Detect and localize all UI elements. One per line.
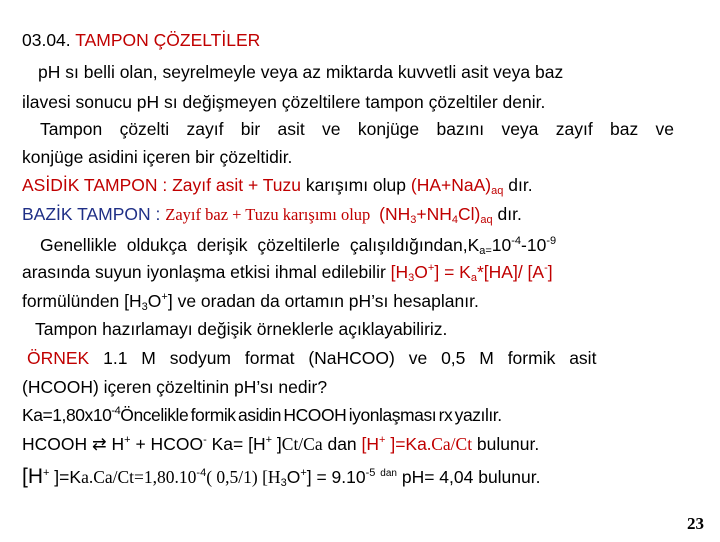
example-label: ÖRNEK (27, 348, 90, 368)
base-buffer-formula: $(NH_3+NH_4Cl)_{aq}$ (379, 204, 493, 226)
para3-line1: Genellikle oldukça derişik çözeltilerle $çalışıldığından,K_{a=}10^{-4}-10^{-9}$ (40, 235, 557, 257)
example-line2: (HCOOH) içeren çözeltinin pH’sı nedir? (22, 377, 328, 397)
acid-buffer-line (22, 173, 698, 197)
para1-line1: pH sı belli olan, seyrelmeyle veya az miktarda kuvvetli asit veya baz (38, 62, 564, 82)
para4-line1: Tampon hazırlamayı değişik örneklerle açıklayabiliriz. (35, 319, 448, 339)
base-buffer-end: dır. (497, 204, 522, 224)
example-line5: [H+ ]$=Ka.Ca/Ct=1,80.10^{-4}$( 0,5/1) $[H_3O^+] = 9.10^{-5}$ $^{dan}$ pH= 4,04 bulunur. (22, 465, 541, 489)
base-buffer-label: BAZİK TAMPON : (22, 204, 161, 224)
heading (22, 28, 698, 52)
ka-formula: $[H_3O^+] = K_a*[HA]/$ [A-] (390, 262, 553, 284)
example-line4: HCOOH ⇄ H+ + HCOO- Ka= [H+ ]Ct/Ca dan [H+ ]=Ka.Ca/Ct bulunur. (22, 434, 540, 454)
para3-line3: formülünden $[H_3O^+]$ ve oradan da ortamın pH’sı hesaplanır. (22, 291, 479, 313)
acid-buffer-mid: karışımı olup (305, 175, 407, 195)
h-formula: [H+ ]=Ka.Ca/Ct (361, 434, 473, 454)
acid-buffer-end: dır. (508, 175, 533, 195)
acid-buffer-formula: $(HA+NaA)_{aq}$ (410, 175, 504, 197)
para1-line2: ilavesi sonucu pH sı değişmeyen çözeltilere tampon çözeltiler denir. (22, 92, 546, 112)
base-buffer-desc: Zayıf baz + Tuzu karışımı olup (165, 205, 371, 224)
heading-title: TAMPON ÇÖZELTİLER (75, 30, 261, 50)
acid-buffer-label: ASİDİK TAMPON : (22, 175, 168, 195)
para2-line2: konjüge asidini içeren bir çözeltidir. (22, 147, 293, 167)
example-line1: ÖRNEK 1.1 M sodyum format (NaHCOO) ve 0,5 M formik asit (27, 348, 597, 368)
example-line3: $Ka=1,80x10^{-4}Öncelikle$ formik asidin HCOOH iyonlaşması rx yazılır. (22, 405, 502, 425)
para3-line2: arasında suyun iyonlaşma etkisi ihmal edilebilir $[H_3O^+] = K_a*[HA]/$ [A-] (22, 262, 553, 284)
acid-buffer-desc: Zayıf asit + Tuzu (172, 175, 301, 195)
heading-number: 03.04. (22, 30, 71, 50)
para2-line1: Tampon çözelti zayıf bir asit ve konjüge bazını veya zayıf baz ve (40, 119, 674, 139)
base-buffer-line (22, 202, 698, 227)
page-number: 23 (687, 514, 704, 533)
